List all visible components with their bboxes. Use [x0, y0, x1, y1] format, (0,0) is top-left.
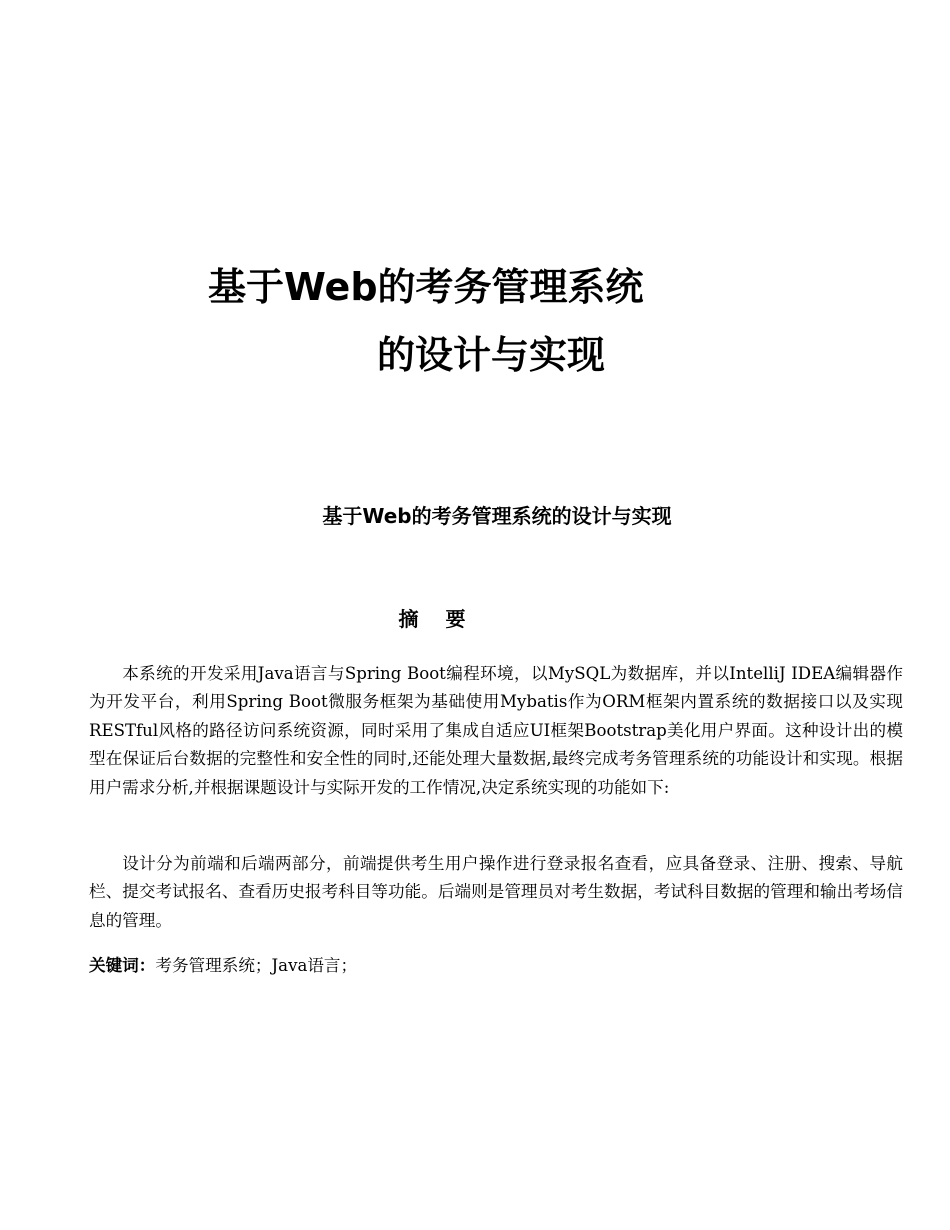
subtitle: 基于Web的考务管理系统的设计与实现 [322, 504, 672, 528]
abstract-paragraph-1: 本系统的开发采用Java语言与Spring Boot编程环境，以MySQL为数据库，并以IntelliJ IDEA编辑器作为开发平台，利用Spring Boot微服务框架为基础使用Mybatis作为ORM框架内置系统的数据接口以及实现RESTful风格的路径访问系统资源，同时采用了集成自适应UI框架Bootstrap美化用户界面。这种设计出的模型在保证后台数据的完整性和安全性的同时,还能处理大量数据,最终完成考务管理系统的功能设计和实现。根据用户需求分析,并根据课题设计与实际开发的工作情况,决定系统实现的功能如下: [89, 664, 903, 797]
abstract-heading: 摘 要 [398, 607, 476, 631]
main-title-line-2: 的设计与实现 [377, 333, 606, 377]
keywords-line [89, 952, 903, 980]
abstract-paragraph-2: 设计分为前端和后端两部分，前端提供考生用户操作进行登录报名查看，应具备登录、注册、搜索、导航栏、提交考试报名、查看历史报考科目等功能。后端则是管理员对考生数据，考试科目数据的管理和输出考场信息的管理。 [89, 854, 903, 930]
main-title-line-1: 基于Web的考务管理系统 [208, 265, 644, 309]
keywords-value: 考务管理系统；Java语言； [155, 956, 358, 975]
keywords-label: 关键词： [89, 956, 156, 975]
